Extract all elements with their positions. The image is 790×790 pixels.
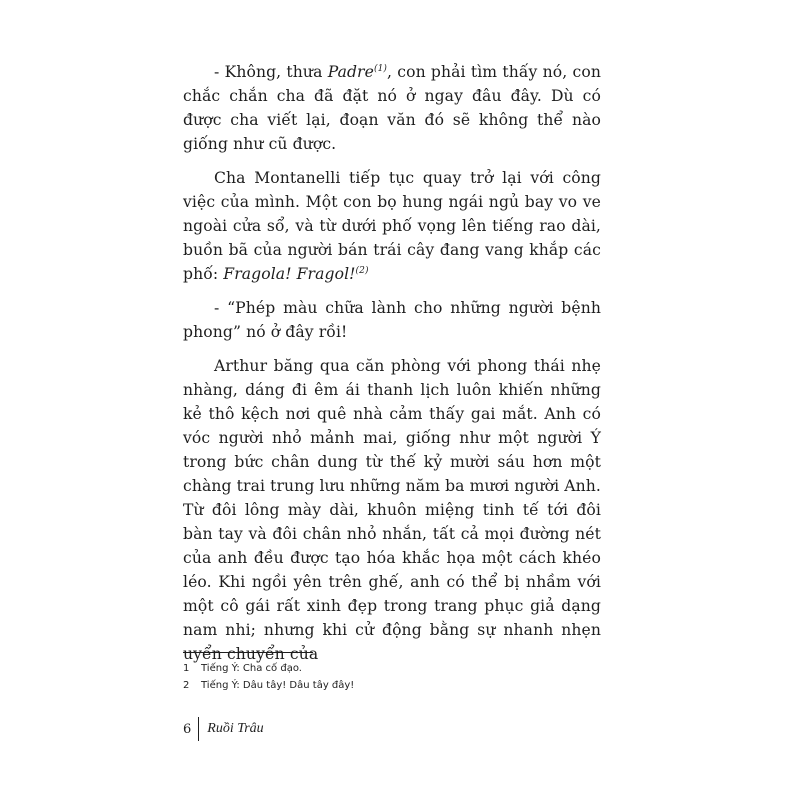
paragraph-3 [183,296,601,344]
paragraph-1 [183,60,601,156]
footnote-ref-2: (2) [355,266,369,276]
footnotes [183,660,601,694]
footnote-ref-1: (1) [373,64,388,74]
italic-word: Padre [327,63,374,81]
footnote-text: Tiếng Ý: Cha cố đạo. [201,663,302,674]
footnote-2 [183,677,601,694]
text-run: Cha Montanelli tiếp tục quay trở lại với công việc của mình. Một con bọ hung ngái ngủ bay vo ve ngoài cửa sổ, và từ dưới phố vọng lên tiếng rao dài, buồn bã của người bán trái cây đang vang khắp các phố: [183,169,601,283]
paragraph-4 [183,354,601,666]
text-run: Arthur băng qua căn phòng với phong thái nhẹ nhàng, dáng đi êm ái thanh lịch luôn khiến những kẻ thô kệch nơi quê nhà cảm thấy gai mắt. Anh có vóc người nhỏ mảnh mai, giống như một người Ý trong bức chân dung từ thế kỷ mười sáu hơn một chàng trai trung lưu những năm ba mươi người Anh. Từ đôi lông mày dài, khuôn miệng tinh tế tới đôi bàn tay và đôi chân nhỏ nhắn, tất cả mọi đường nét của anh đều được tạo hóa khắc họa một cách khéo léo. Khi ngồi yên trên ghế, anh có thể bị nhầm với một cô gái rất xinh đẹp trong trang phục giả dạng nam nhi; nhưng khi cử động bằng sự nhanh nhẹn uyển chuyển của [183,357,601,663]
text-run: , con phải tìm thấy nó, con chắc chắn cha đã đặt nó ở ngay đâu đây. Dù có được cha viết lại, đoạn văn đó sẽ không thể nào giống như cũ được. [183,63,601,153]
italic-phrase: Fragola! Fragol! [223,265,356,283]
footnote-divider [183,652,313,653]
page-footer [183,716,264,742]
footnote-number: 2 [183,680,190,691]
page-number: 6 [183,721,192,737]
footnote-1 [183,660,601,677]
footnote-text: Tiếng Ý: Dâu tây! Dâu tây đây! [201,680,355,691]
running-title: Ruồi Trâu [207,721,264,736]
text-run: - “Phép màu chữa lành cho những người bệnh phong” nó ở đây rồi! [183,299,601,341]
body-text [183,60,601,666]
text-run: - Không, thưa [214,63,328,81]
paragraph-2 [183,166,601,286]
folio-divider [198,717,199,741]
footnote-number: 1 [183,663,190,674]
